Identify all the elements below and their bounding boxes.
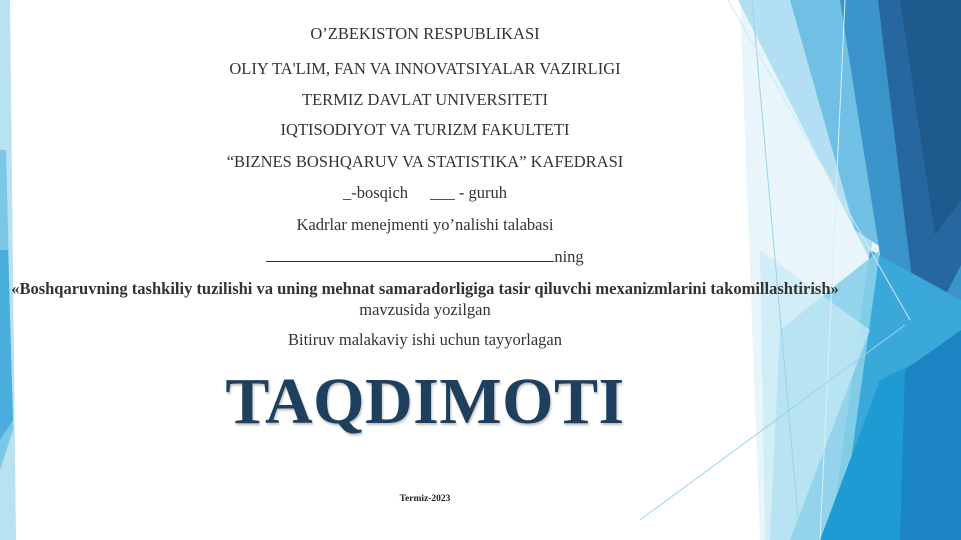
course-label: _-bosqich — [342, 183, 409, 202]
direction-label: Kadrlar menejmenti yo’nalishi talabasi — [296, 215, 554, 234]
topic-title: «Boshqaruvning tashkiliy tuzilishi va uning mehnat samaradorligiga tasir qiluvchi mexanizmlarini takomillashtirish» — [11, 279, 839, 298]
country-name: O’ZBEKISTON RESPUBLIKASI — [310, 24, 540, 43]
thesis-topic — [0, 278, 850, 320]
university-name: TERMIZ DAVLAT UNIVERSITETI — [302, 90, 548, 109]
student-name-blank — [266, 247, 554, 262]
ministry-name: OLIY TA'LIM, FAN VA INNOVATSIYALAR VAZIRLIGI — [229, 59, 621, 78]
purpose-line: Bitiruv malakaviy ishi uchun tayyorlagan — [287, 330, 563, 349]
topic-suffix: mavzusida yozilgan — [359, 300, 491, 319]
student-name-line — [0, 247, 850, 267]
name-suffix: ning — [554, 247, 584, 266]
department-name: “BIZNES BOSHQARUV VA STATISTIKA” KAFEDRASI — [226, 152, 624, 171]
course-group-line — [0, 183, 850, 203]
presentation-title: TAQDIMOTI — [225, 365, 625, 438]
faculty-name: IQTISODIYOT VA TURIZM FAKULTETI — [280, 120, 570, 139]
city-year: Termiz-2023 — [399, 494, 451, 504]
group-label: ___ - guruh — [430, 183, 508, 202]
